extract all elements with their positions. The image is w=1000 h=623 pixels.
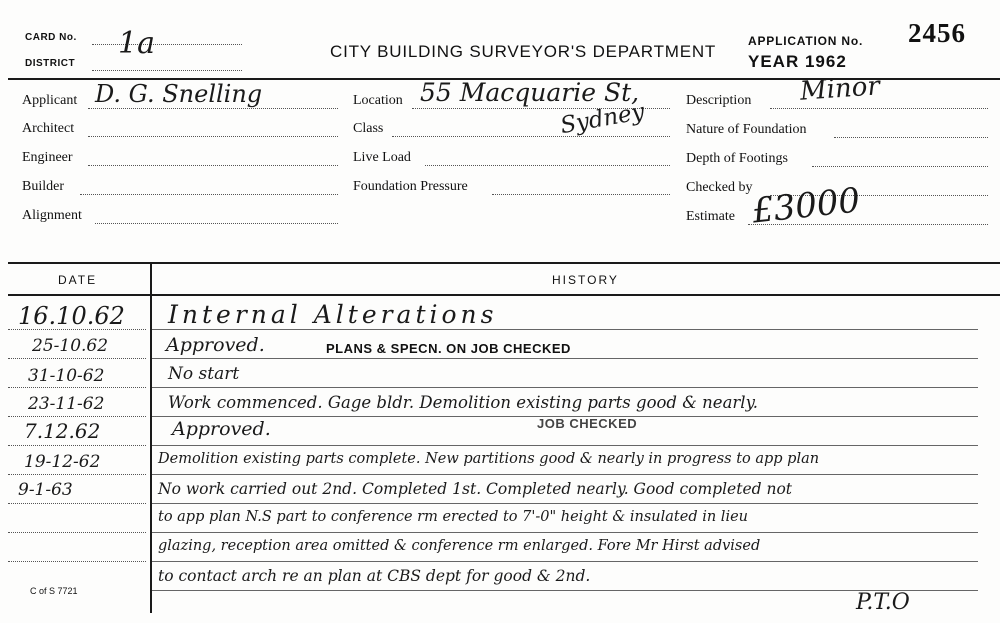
live-load-dots bbox=[425, 165, 670, 166]
plans-checked-stamp: PLANS & SPECN. ON JOB CHECKED bbox=[326, 341, 571, 356]
builder-dots bbox=[80, 194, 338, 195]
class-dots bbox=[392, 136, 670, 137]
date-rule bbox=[8, 416, 146, 417]
class-label: Class bbox=[353, 121, 384, 136]
job-checked-stamp: JOB CHECKED bbox=[537, 416, 638, 431]
card-no-dots bbox=[92, 44, 242, 45]
history-date: 7.12.62 bbox=[24, 419, 101, 443]
history-entry: Demolition existing parts complete. New partitions good & nearly in progress to app plan bbox=[158, 451, 820, 467]
date-rule bbox=[8, 561, 146, 562]
history-rule bbox=[152, 445, 978, 446]
year-label: YEAR 1962 bbox=[748, 52, 847, 71]
description-label: Description bbox=[686, 93, 752, 108]
location-value-line1: 55 Macquarie St, bbox=[420, 78, 640, 107]
history-date: 25-10.62 bbox=[32, 336, 109, 356]
history-entry: to contact arch re an plan at CBS dept for good & 2nd. bbox=[158, 567, 591, 585]
estimate-label: Estimate bbox=[686, 209, 735, 224]
engineer-label: Engineer bbox=[22, 150, 73, 165]
history-entry: glazing, reception area omitted & conference rm enlarged. Fore Mr Hirst advised bbox=[158, 538, 761, 554]
foundation-pressure-dots bbox=[492, 194, 670, 195]
history-column-header: HISTORY bbox=[552, 273, 619, 287]
live-load-label: Live Load bbox=[353, 150, 411, 165]
nature-of-foundation-dots bbox=[834, 137, 988, 138]
depth-of-footings-label: Depth of Footings bbox=[686, 151, 788, 166]
architect-label: Architect bbox=[22, 121, 75, 136]
alignment-label: Alignment bbox=[22, 208, 82, 223]
history-date: 23-11-62 bbox=[28, 394, 105, 414]
builder-label: Builder bbox=[22, 179, 64, 194]
history-rule bbox=[152, 474, 978, 475]
applicant-label: Applicant bbox=[22, 93, 78, 108]
history-entry: Internal Alterations bbox=[168, 300, 498, 329]
history-entry: No start bbox=[168, 364, 240, 384]
pto-note: P.T.O bbox=[856, 590, 910, 615]
history-entry: to app plan N.S part to conference rm erected to 7'-0" height & insulated in lieu bbox=[158, 509, 748, 525]
description-value: Minor bbox=[799, 71, 881, 107]
history-rule bbox=[152, 358, 978, 359]
date-rule bbox=[8, 387, 146, 388]
history-rule bbox=[152, 387, 978, 388]
applicant-dots bbox=[88, 108, 338, 109]
date-column-header: DATE bbox=[58, 273, 98, 287]
department-title: CITY BUILDING SURVEYOR'S DEPARTMENT bbox=[330, 42, 717, 61]
date-rule bbox=[8, 358, 146, 359]
district-label: DISTRICT bbox=[25, 58, 76, 69]
history-header-rule bbox=[8, 294, 1000, 296]
alignment-dots bbox=[95, 223, 338, 224]
history-rule bbox=[152, 590, 978, 591]
history-date: 9-1-63 bbox=[18, 480, 73, 500]
estimate-value: £3000 bbox=[750, 180, 862, 232]
history-entry: Work commenced. Gage bldr. Demolition existing parts good & nearly. bbox=[168, 393, 758, 412]
date-rule bbox=[8, 474, 146, 475]
district-dots bbox=[92, 70, 242, 71]
date-rule bbox=[8, 445, 146, 446]
nature-of-foundation-label: Nature of Foundation bbox=[686, 122, 807, 137]
history-date: 16.10.62 bbox=[18, 302, 125, 330]
application-no-label: APPLICATION No. bbox=[748, 34, 864, 48]
card-no-value: 1a bbox=[118, 26, 155, 61]
history-top-rule bbox=[8, 262, 1000, 264]
description-dots bbox=[770, 108, 988, 109]
history-rule bbox=[152, 532, 978, 533]
history-entry: Approved. bbox=[166, 334, 265, 356]
form-number: C of S 7721 bbox=[30, 586, 78, 596]
history-rule bbox=[152, 503, 978, 504]
history-date: 19-12-62 bbox=[24, 452, 101, 472]
location-label: Location bbox=[353, 93, 403, 108]
date-rule bbox=[8, 532, 146, 533]
card-no-label: CARD No. bbox=[25, 32, 77, 43]
foundation-pressure-label: Foundation Pressure bbox=[353, 179, 468, 194]
history-rule bbox=[152, 561, 978, 562]
history-entry: No work carried out 2nd. Completed 1st. Completed nearly. Good completed not bbox=[158, 480, 793, 498]
depth-of-footings-dots bbox=[812, 166, 988, 167]
history-date: 31-10-62 bbox=[28, 366, 105, 386]
checked-by-label: Checked by bbox=[686, 180, 753, 195]
applicant-value: D. G. Snelling bbox=[95, 80, 263, 108]
architect-dots bbox=[88, 136, 338, 137]
date-rule bbox=[8, 503, 146, 504]
history-rule bbox=[152, 329, 978, 330]
engineer-dots bbox=[88, 165, 338, 166]
application-number: 2456 bbox=[908, 18, 966, 48]
location-value-line2: Sydney bbox=[558, 98, 647, 140]
history-entry: Approved. bbox=[172, 418, 271, 440]
